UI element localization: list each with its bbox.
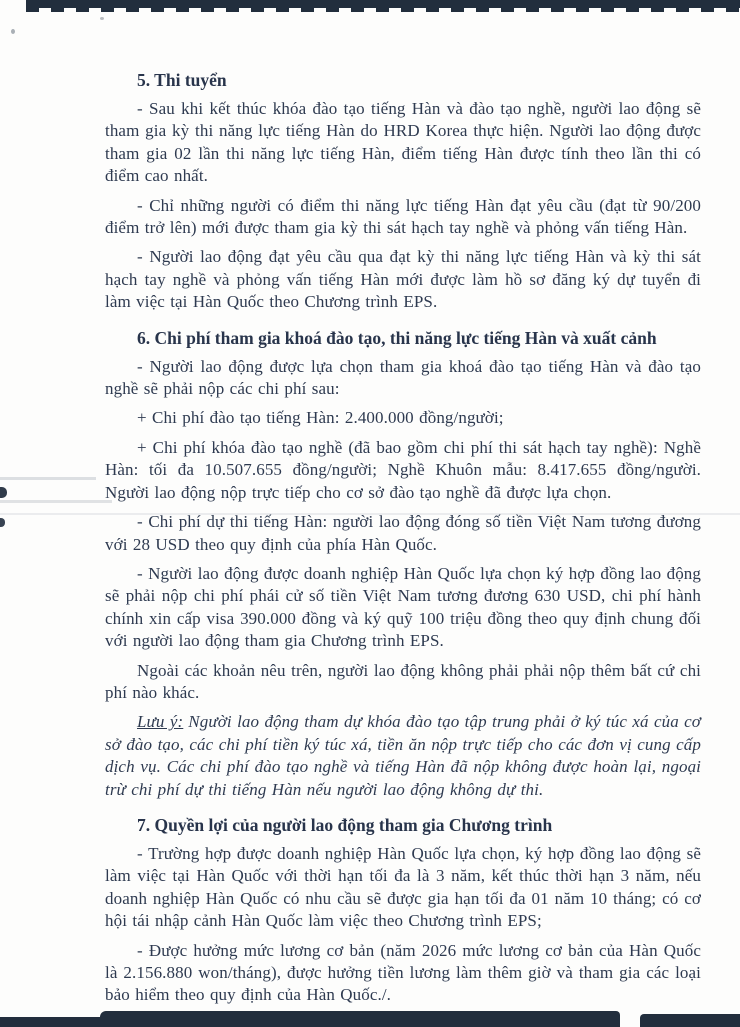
section6-paragraph: - Người lao động được lựa chọn tham gia khoá đào tạo tiếng Hàn và đào tạo nghề sẽ phải nộp các chi phí sau: (105, 356, 701, 399)
scan-artifact (0, 500, 112, 503)
note-text: Người lao động tham dự khóa đào tạo tập trung phải ở ký túc xá của cơ sở đào tạo, các chi phí tiền ký túc xá, tiền ăn nộp trực tiếp cho các đơn vị cung cấp dịch vụ. Các chi phí đào tạo nghề và tiếng Hàn đã nộp không được hoàn lại, ngoại trừ chi phí dự thi tiếng Hàn nếu người lao động không dự thi. (105, 712, 701, 799)
scan-edge-bottom (640, 1014, 740, 1027)
section7-heading: 7. Quyền lợi của người lao động tham gia Chương trình (137, 814, 553, 835)
section6-paragraph: + Chi phí khóa đào tạo nghề (đã bao gồm chi phí thi sát hạch tay nghề): Nghề Hàn: tối đa 10.507.655 đồng/người; Nghề Khuôn mẫu: 8.417.655 đồng/người. Người lao động nộp trực tiếp cho cơ sở đào tạo nghề đã được lựa chọn. (105, 437, 701, 502)
section7-paragraph: - Trường hợp được doanh nghiệp Hàn Quốc lựa chọn, ký hợp đồng lao động sẽ làm việc tại Hàn Quốc với thời hạn tối đa là 3 năm, kết thúc thời hạn 3 năm, nếu doanh nghiệp Hàn Quốc có nhu cầu sẽ được gia hạn tối đa 01 năm 10 tháng; có cơ hội tái nhập cảnh Hàn Quốc làm việc theo Chương trình EPS; (105, 843, 701, 931)
note-label: Lưu ý: (137, 712, 184, 732)
section6-paragraph: - Chi phí dự thi tiếng Hàn: người lao động đóng số tiền Việt Nam tương đương với 28 USD theo quy định của phía Hàn Quốc. (105, 512, 701, 554)
scan-edge-top (26, 0, 740, 8)
section6-paragraph: + Chi phí đào tạo tiếng Hàn: 2.400.000 đồng/người; (137, 408, 504, 428)
scan-artifact (0, 487, 7, 498)
section6-heading: 6. Chi phí tham gia khoá đào tạo, thi năng lực tiếng Hàn và xuất cảnh (137, 327, 657, 348)
section5-paragraph: - Chỉ những người có điểm thi năng lực tiếng Hàn đạt yêu cầu (đạt từ 90/200 điểm trở lên) mới được tham gia kỳ thi sát hạch tay nghề và phỏng vấn tiếng Hàn. (105, 195, 701, 238)
scan-artifact (11, 29, 15, 34)
scan-artifact (0, 518, 5, 527)
document-body (105, 56, 701, 1014)
section6-paragraph: Ngoài các khoản nêu trên, người lao động không phải phải nộp thêm bất cứ chi phí nào khác. (105, 660, 701, 702)
section5-paragraph: - Sau khi kết thúc khóa đào tạo tiếng Hàn và đào tạo nghề, người lao động sẽ tham gia kỳ thi năng lực tiếng Hàn do HRD Korea thực hiện. Người lao động được tham gia 02 lần thi năng lực tiếng Hàn, điểm tiếng Hàn được tính theo lần thi có điểm cao nhất. (105, 99, 701, 186)
scan-artifact (100, 17, 104, 20)
section5-heading: 5. Thi tuyển (137, 70, 227, 90)
section5-paragraph: - Người lao động đạt yêu cầu qua đạt kỳ thi năng lực tiếng Hàn và kỳ thi sát hạch tay nghề và phỏng vấn tiếng Hàn mới được làm hồ sơ đăng ký dự tuyển đi làm việc tại Hàn Quốc theo Chương trình EPS. (105, 247, 701, 312)
section6-note (105, 711, 701, 801)
section6-paragraph: - Người lao động được doanh nghiệp Hàn Quốc lựa chọn ký hợp đồng lao động sẽ phải nộp chi phí phái cử số tiền Việt Nam tương đương 630 USD, chi phí hành chính xin cấp visa 390.000 đồng và ký quỹ 100 triệu đồng theo quy định chung đối với người lao động tham gia Chương trình EPS. (105, 563, 701, 651)
scan-artifact (0, 477, 96, 480)
section7-paragraph: - Được hưởng mức lương cơ bản (năm 2026 mức lương cơ bản của Hàn Quốc là 2.156.880 won/tháng), được hưởng tiền lương làm thêm giờ và tham gia các loại bảo hiểm theo quy định của Hàn Quốc./. (105, 940, 701, 1005)
